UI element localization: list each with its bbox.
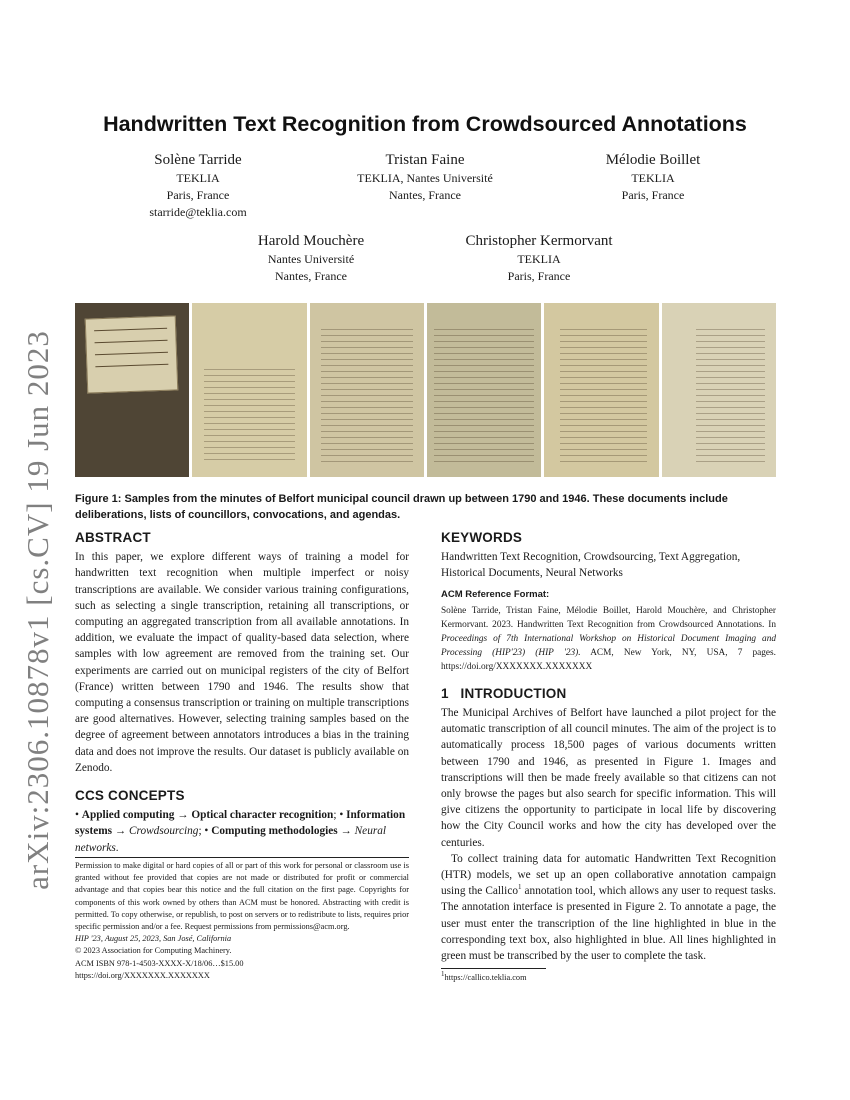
intro-paragraph-1: The Municipal Archives of Belfort have launched a pilot project for the automatic transcription of all council minutes. The aim of the project is to automatically process 18,500 pages of various documents written between 1790 and 1946, as presented in Figure 1. Images and transcriptions will then be made freely available so that citizens can not only browse the pages but also search for specific information. This will give citizens the opportunity to participate in local life by discovering how the City Council works and how the city has developed over the centuries. [441,707,776,849]
copyright-line: © 2023 Association for Computing Machinery. [75,946,232,956]
author-5 [429,231,649,285]
author-4 [211,231,411,285]
deliberation-page-image [310,303,424,477]
author-1 [98,150,298,221]
keywords-heading: KEYWORDS [441,530,523,545]
author-email: starride@teklia.com [149,205,247,219]
isbn-line: ACM ISBN 978-1-4503-XXXX-X/18/06…$15.00 [75,958,244,968]
acm-reference-heading: ACM Reference Format: [441,588,550,600]
author-location: Paris, France [507,269,571,283]
figure-caption: Figure 1: Samples from the minutes of Belfort municipal council drawn up between 1790 and 1946. These documents include deliberations, lists of councillors, convocations, and agendas. [75,493,728,521]
footnote-marker: 1 [518,883,522,892]
author-affiliation: TEKLIA [176,171,220,185]
abstract-text: In this paper, we explore different ways of training a model for handwritten text recognition when multiple imperfect or noisy transcriptions are available. We consider various training configurations, such as selecting a single transcription, retaining all transcriptions, or computing an aggregated transcription from all available annotations. In addition, we evaluate the impact of quality-based data selection, where samples with low agreement are removed from the training set. Our experiments are carried out on municipal registers of the city of Belfort (France) written between 1790 and 1946. The results show that computing a consensus transcription or training on multiple transcriptions are good alternatives. However, selecting training samples based on the degree of agreement between annotators introduces a bias in the training data and does not improve the results. Our dataset is publicly available on Zenodo. [75,551,409,774]
keywords-text: Handwritten Text Recognition, Crowdsourcing, Text Aggregation, Historical Documents, Neural Networks [441,551,741,580]
agenda-page-image [662,303,776,477]
author-name: Harold Mouchère [257,233,365,249]
doi-line: https://doi.org/XXXXXXX.XXXXXXX [75,970,210,980]
permission-block [75,855,409,982]
right-column [441,530,776,964]
author-name: Christopher Kermorvant [465,233,613,249]
register-cover-image [75,303,189,477]
convocation-page-image [544,303,658,477]
ccs-heading: CCS CONCEPTS [75,788,185,804]
register-title-page-image [192,303,306,477]
author-name: Tristan Faine [385,152,465,168]
councillor-list-image [427,303,541,477]
author-name: Mélodie Boillet [605,152,701,168]
paper-title: Handwritten Text Recognition from Crowdsourced Annotations [103,112,747,136]
figure-1-document-samples [75,303,776,477]
left-column [75,530,409,856]
footnote-url[interactable]: https://callico.teklia.com [444,973,527,982]
author-affiliation: TEKLIA, Nantes Université [357,171,493,185]
intro-paragraph-2: To collect training data for automatic Handwritten Text Recognition (HTR) models, we set up an open collaborative annotation campaign using the Callico$^1$ annotation tool, which allows any user to request tasks. The annotation interface is presented in Figure 2. To annotate a page, the user must enter the transcription of the line highlighted in blue in the corresponding text box, also highlighted in blue. All lines highlighted in green must be transcribed by the user to complete the task. [441,852,776,963]
author-2 [325,150,525,204]
author-affiliation: Nantes Université [267,252,355,266]
arxiv-identifier: arXiv:2306.10878v1 [cs.CV] 19 Jun 2023 [20,330,55,890]
author-3 [553,150,753,204]
acm-reference-text: Solène Tarride, Tristan Faine, Mélodie Boillet, Harold Mouchère, and Christopher Kermorvant. 2023. Handwritten Text Recognition from Crowdsourced Annotations. In Proceedings of 7th International Workshop on Historical Document Imaging and Processing (HIP'23) (HIP '23). ACM, New York, NY, USA, 7 pages. https://doi.org/XXXXXXX.XXXXXXX [441,605,776,672]
ccs-concepts: • Applied computing → Optical character recognition; • Information systems → Crowdsourcing; • Computing methodologies → Neural networks. [75,809,406,854]
author-affiliation: TEKLIA [517,252,561,266]
author-location: Paris, France [621,188,685,202]
author-affiliation: TEKLIA [631,171,675,185]
author-location: Paris, France [166,188,230,202]
abstract-heading: ABSTRACT [75,530,151,545]
venue-line: HIP '23, August 25, 2023, San José, California [75,934,232,944]
author-name: Solène Tarride [154,152,242,168]
introduction-heading: 1 INTRODUCTION [441,685,567,701]
author-location: Nantes, France [275,269,347,283]
author-location: Nantes, France [389,188,461,202]
permission-text: Permission to make digital or hard copies of all or part of this work for personal or classroom use is granted without fee provided that copies are not made or distributed for profit or commercial advantage and that copies bear this notice and the full citation on the first page. Copyrights for components of this work owned by others than ACM must be honored. Abstracting with credit is permitted. To copy otherwise, or republish, to post on servers or to redistribute to lists, requires prior specific permission and/or a fee. Request permissions from permissions@acm.org. [75,861,409,932]
footnote: $^1$https://callico.teklia.com [441,968,776,984]
